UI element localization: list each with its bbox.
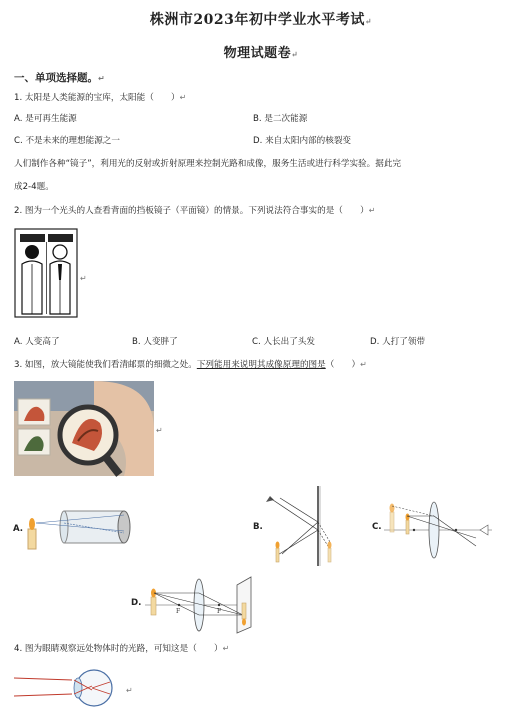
section-heading: 一、单项选择题。↵: [14, 72, 105, 84]
diagram-b-mirror: [262, 486, 342, 566]
figure-return-mark: ↵: [80, 274, 87, 283]
passage-line-2: 成2-4题。: [14, 182, 54, 192]
diagram-b-label: B.: [253, 522, 263, 532]
q2-stem: 2. 图为一个光头的人查看背面的挡板镜子（平面镜）的情景。下列说法符合事实的是（ ）↵: [14, 206, 376, 216]
mirror-person-figure: [14, 228, 78, 318]
diagram-d-label: D.: [131, 598, 142, 608]
diagram-a-label: A.: [13, 524, 24, 534]
q1-stem: 1. 太阳是人类能源的宝库，太阳能（ ）↵: [14, 93, 187, 103]
passage-line-1: 人们制作各种“镜子”，利用光的反射或折射原理来控制光路和成像，服务生活或进行科学实验。据此完: [14, 159, 402, 169]
eye-diagram: [14, 668, 124, 708]
q2-option-b: B. 人变胖了: [132, 337, 178, 347]
q1-option-d: D. 来自太阳内部的核裂变: [253, 136, 352, 146]
diagram-d-projector: [145, 575, 265, 633]
q4-stem: 4. 图为眼睛观察远处物体时的光路，可知这是（ ）↵: [14, 644, 230, 654]
q1-option-a: A. 是可再生能源: [14, 114, 77, 124]
page-subtitle: 物理试题卷↵: [223, 46, 299, 61]
q2-option-d: D. 人打了领带: [370, 337, 426, 347]
focal-label-left: F: [176, 608, 181, 615]
diagram-c-lens: [384, 498, 496, 562]
focal-label-right: F: [217, 608, 222, 615]
q1-option-c: C. 不是未来的理想能源之一: [14, 136, 120, 146]
q2-option-a: A. 人变高了: [14, 337, 60, 347]
eye-return-mark: ↵: [126, 686, 133, 695]
photo-return-mark: ↵: [156, 426, 163, 435]
magnifier-photo: [14, 381, 154, 476]
page-title: 株洲市2023年初中学业水平考试↵: [149, 12, 373, 28]
q2-option-c: C. 人长出了头发: [252, 337, 316, 347]
diagram-a-camera: [24, 503, 136, 551]
q1-option-b: B. 是二次能源: [253, 114, 308, 124]
diagram-c-label: C.: [372, 522, 382, 532]
q3-stem: 3. 如图，放大镜能使我们看清邮票的细微之处。下列能用来说明其成像原理的图是（ ）↵: [14, 360, 367, 370]
